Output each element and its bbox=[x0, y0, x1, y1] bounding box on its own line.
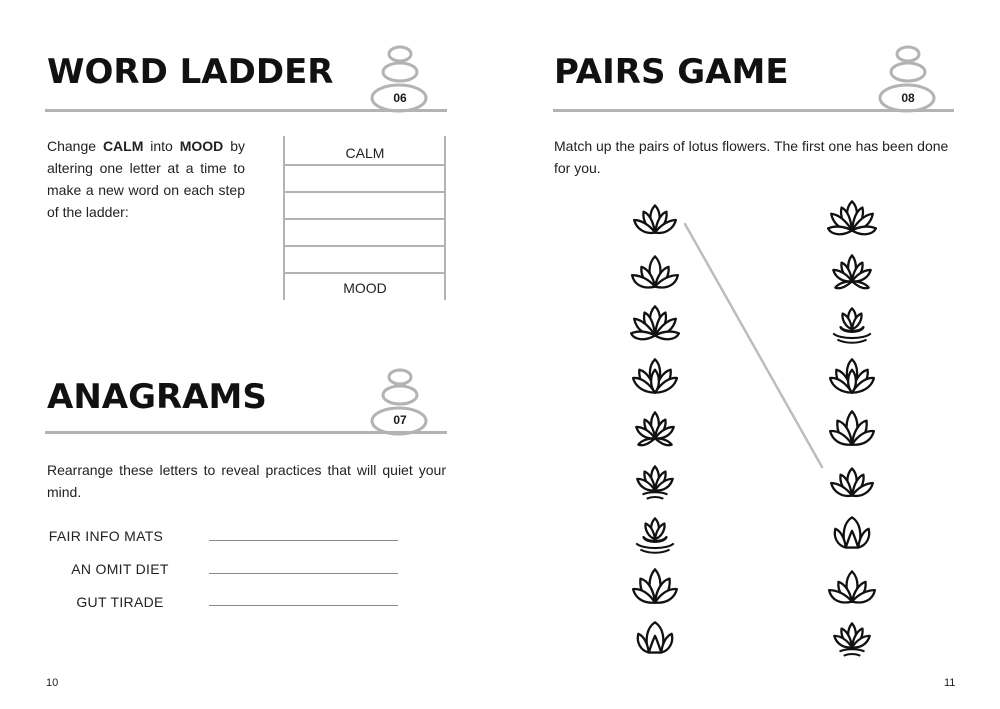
section-rule bbox=[45, 109, 447, 112]
section-number: 07 bbox=[393, 413, 407, 427]
right-lotus-d-icon[interactable] bbox=[827, 355, 877, 404]
right-lotus-a-icon[interactable] bbox=[827, 460, 877, 509]
anagrams-instruction: Rearrange these letters to reveal practices that will quiet your mind. bbox=[47, 462, 446, 500]
ladder-rung-2[interactable] bbox=[285, 194, 444, 218]
right-lotus-i-icon[interactable] bbox=[827, 512, 877, 561]
left-lotus-d-icon[interactable] bbox=[630, 355, 680, 404]
left-lotus-b-icon[interactable] bbox=[630, 250, 680, 299]
left-lotus-a-icon[interactable] bbox=[630, 197, 680, 246]
left-lotus-f-icon[interactable] bbox=[630, 460, 680, 509]
pairs-game-title: PAIRS GAME bbox=[554, 52, 789, 92]
anagrams-title: ANAGRAMS bbox=[47, 377, 267, 417]
right-lotus-c-icon[interactable] bbox=[827, 197, 877, 246]
page-number-left: 10 bbox=[46, 677, 59, 689]
right-lotus-g-icon[interactable] bbox=[827, 302, 877, 351]
left-lotus-e-icon[interactable] bbox=[630, 407, 680, 456]
ladder-rung-3[interactable] bbox=[285, 221, 444, 245]
right-lotus-h-icon[interactable] bbox=[827, 407, 877, 456]
anagram-answer-line[interactable] bbox=[209, 605, 398, 606]
solved-pair-line bbox=[680, 220, 830, 472]
ladder-end-word: MOOD bbox=[343, 280, 387, 296]
ladder-rung-4[interactable] bbox=[285, 248, 444, 272]
anagram-clue: AN OMIT DIET bbox=[71, 561, 169, 577]
right-lotus-b-icon[interactable] bbox=[827, 565, 877, 614]
section-number: 08 bbox=[901, 91, 915, 105]
word-ladder-title: WORD LADDER bbox=[47, 52, 334, 92]
anagram-clue: GUT TIRADE bbox=[76, 594, 164, 610]
left-lotus-h-icon[interactable] bbox=[630, 565, 680, 614]
left-lotus-c-icon[interactable] bbox=[630, 302, 680, 351]
word-ladder-instruction: Change CALM into MOOD by altering one letter at a time to make a new word on each step of the ladder: bbox=[47, 138, 245, 220]
ladder-start-word: CALM bbox=[345, 145, 385, 161]
pairs-game-instruction: Match up the pairs of lotus flowers. The first one has been done for you. bbox=[554, 138, 949, 176]
left-lotus-i-icon[interactable] bbox=[630, 617, 680, 666]
anagram-clue: FAIR INFO MATS bbox=[48, 528, 164, 544]
ladder-rung-1[interactable] bbox=[285, 167, 444, 191]
section-number: 06 bbox=[393, 91, 407, 105]
page-number-right: 11 bbox=[944, 677, 956, 689]
right-lotus-e-icon[interactable] bbox=[827, 250, 877, 299]
section-rule bbox=[45, 431, 447, 434]
section-rule bbox=[553, 109, 954, 112]
left-lotus-g-icon[interactable] bbox=[630, 512, 680, 561]
right-lotus-f-icon[interactable] bbox=[827, 617, 877, 666]
anagram-answer-line[interactable] bbox=[209, 573, 398, 574]
anagram-answer-line[interactable] bbox=[209, 540, 398, 541]
